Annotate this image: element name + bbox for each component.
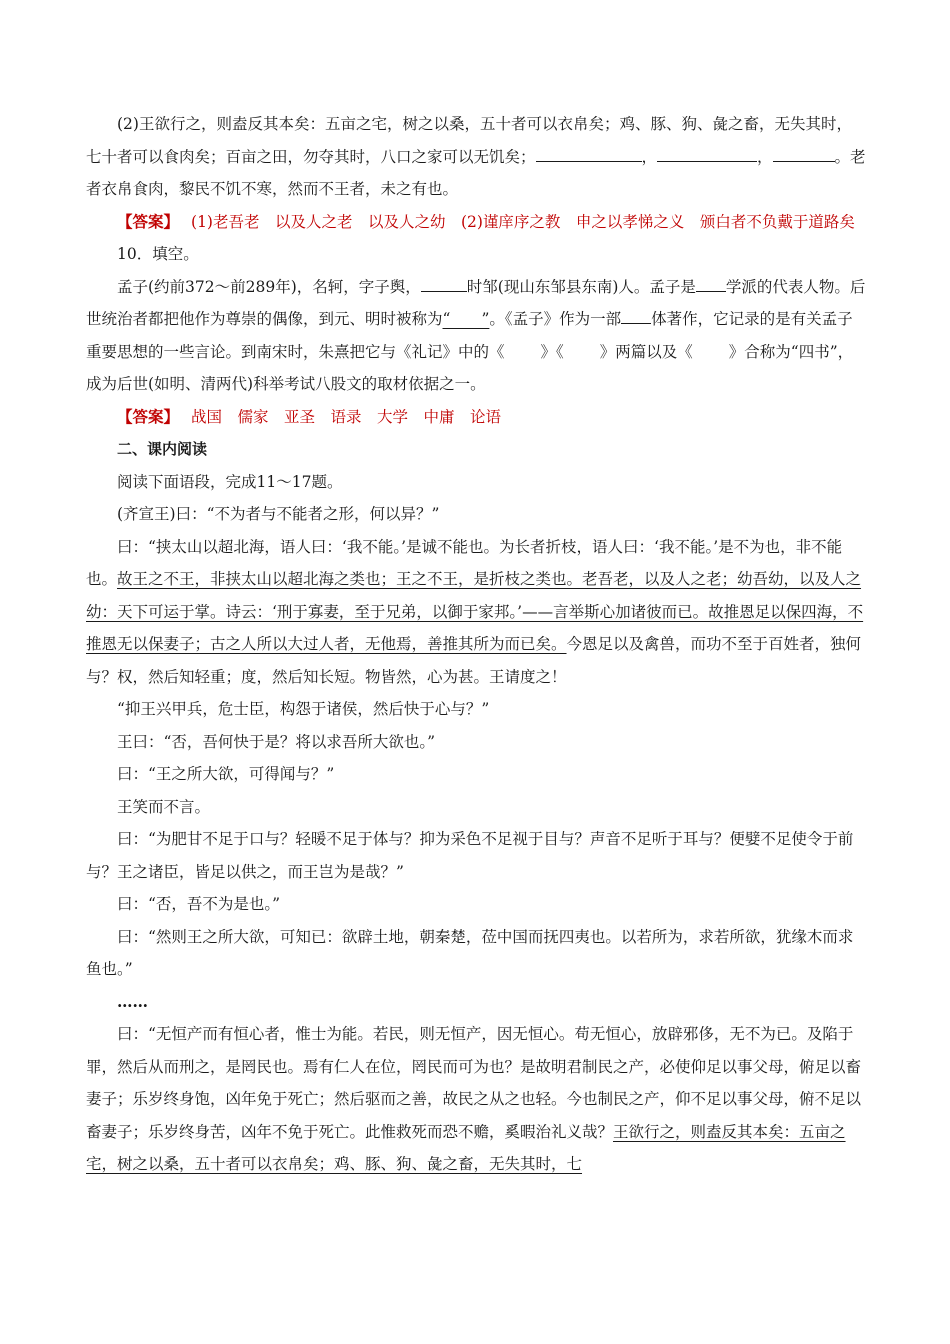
answer-2-text: 战国 儒家 亚圣 语录 大学 中庸 论语 — [191, 407, 502, 426]
passage-paragraph: 曰：“挟太山以超北海，语人曰：‘我不能。’是诚不能也。为长者折枝，语人曰：‘我不能。’是不为也，非不能也。故王之不王，非挟太山以超北海之类也；王之不王，是折枝之类也。老吾老，以及人之老；幼吾幼，以及人之幼：天下可运于掌。诗云：‘刑于寡妻，至于兄弟，以御于家邦。’——言举斯心加诸彼而已。故推恩足以保四海，不推恩无以保妻子；古之人所以大过人者，无他焉，善推其所为而已矣。今恩足以及禽兽，而功不至于百姓者，独何与？权，然后知轻重；度，然后知长短。物皆然，心为甚。王请度之！ — [86, 537, 864, 686]
answer-tag: 【答案】 — [117, 406, 180, 426]
q9-text-2: 。老者衣帛食肉，黎民不饥不寒，然而不王者，未之有也。 — [86, 147, 866, 198]
question-9-part-2: (2)王欲行之，则盍反其本矣：五亩之宅，树之以桑，五十者可以衣帛矣；鸡、豚、狗、彘之畜，无失其时，七十者可以食肉矣；百亩之田，勿夺其时，八口之家可以无饥矣； ， ， 。老者衣帛食肉，黎民不饥不寒，然而不王者，未之有也。 — [86, 115, 866, 198]
question-10-body: 孟子(约前372～前289年)，名轲，字子舆， 时邹(现山东邹县东南)人。孟子是 学派的代表人物。后世统治者都把他作为尊崇的偶像，到元、明时被称为“ ”。《孟子》作为一部 体著作，它记录的是有关孟子重要思想的一些言论。到南宋时，朱熹把它与《礼记》中的《 》《 》两篇以及《 》合称为“四书”，成为后世(如明、清两代)科举考试八股文的取材依据之一。 — [86, 271, 866, 401]
passage-line: 曰：“为肥甘不足于口与？轻暖不足于体与？抑为采色不足视于目与？声音不足听于耳与？便嬖不足使令于前与？王之诸臣，皆足以供之，而王岂为是哉？” — [86, 830, 854, 881]
passage-line: 王笑而不言。 — [117, 797, 211, 816]
passage-line: 曰：“然则王之所大欲，可知已：欲辟土地，朝秦楚，莅中国而抚四夷也。以若所为，求若所欲，犹缘木而求鱼也。” — [86, 927, 854, 978]
fill-blank[interactable] — [657, 144, 757, 161]
passage-line: (齐宣王)曰：“不为者与不能者之形，何以异？” — [117, 505, 440, 523]
answer-tag: 【答案】 — [117, 211, 180, 231]
passage-line: 曰：“否，吾不为是也。” — [117, 895, 281, 913]
underlined-passage: 故王之不王，非挟太山以超北海之类也；王之不王，是折枝之类也。老吾老，以及人之老；幼吾幼，以及人之幼：天下可运于掌。诗云：‘刑于寡妻，至于兄弟，以御于家邦。’——言举斯心加诸彼而已。故推恩足以保四海，不推恩无以保妻子；古之人所以大过人者，无他焉，善推其所为而已矣。 — [86, 570, 864, 653]
document-page — [86, 108, 866, 1181]
q9-text-1: (2)王欲行之，则盍反其本矣：五亩之宅，树之以桑，五十者可以衣帛矣；鸡、豚、狗、彘之畜，无失其时，七十者可以食肉矣；百亩之田，勿夺其时，八口之家可以无饥矣； — [86, 115, 852, 166]
passage-line: 曰：“王之所大欲，可得闻与？” — [117, 765, 335, 783]
fill-blank[interactable] — [421, 274, 467, 291]
answer-1-text: (1)老吾老 以及人之老 以及人之幼 (2)谨庠序之教 申之以孝悌之义 颁白者不负戴于道路矣 — [191, 212, 855, 231]
fill-blank[interactable] — [696, 274, 726, 291]
section-heading: 二、课内阅读 — [117, 440, 208, 458]
fill-blank[interactable] — [621, 307, 651, 324]
ellipsis: …… — [117, 991, 148, 1011]
quote-blank[interactable]: “ ” — [442, 310, 490, 328]
fill-blank[interactable] — [536, 144, 642, 161]
reading-instruction: 阅读下面语段，完成11～17题。 — [117, 472, 343, 491]
fill-blank[interactable] — [773, 144, 835, 161]
passage-paragraph: 曰：“无恒产而有恒心者，惟士为能。若民，则无恒产，因无恒心。苟无恒心，放辟邪侈，无不为已。及陷于罪，然后从而刑之，是罔民也。焉有仁人在位，罔民而可为也？是故明君制民之产，必使仰足以事父母，俯足以畜妻子；乐岁终身饱，凶年免于死亡；然后驱而之善，故民之从之也轻。今也制民之产，仰不足以事父母，俯不足以畜妻子；乐岁终身苦，凶年不免于死亡。此惟救死而恐不赡，奚暇治礼义哉？王欲行之，则盍反其本矣：五亩之宅，树之以桑，五十者可以衣帛矣；鸡、豚、狗、彘之畜，无失其时，七 — [86, 1025, 862, 1173]
passage-line: “抑王兴甲兵，危士臣，构怨于诸侯，然后快于心与？” — [117, 700, 490, 718]
answer-1 — [86, 206, 866, 239]
passage-line: 王曰：“否，吾何快于是？将以求吾所大欲也。” — [117, 732, 436, 751]
answer-2 — [86, 401, 866, 434]
question-10-title: 10．填空。 — [117, 245, 199, 263]
underlined-passage: 王欲行之，则盍反其本矣：五亩之宅，树之以桑，五十者可以衣帛矣；鸡、豚、狗、彘之畜，无失其时，七 — [86, 1122, 846, 1173]
